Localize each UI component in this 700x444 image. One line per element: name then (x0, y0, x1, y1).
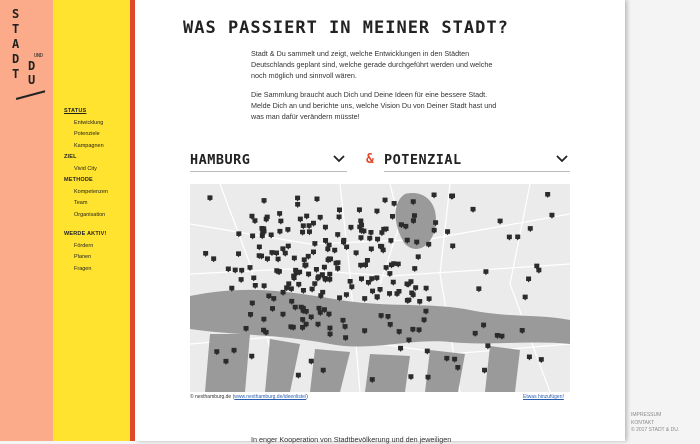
nav-item-entwicklung[interactable]: Entwicklung (74, 119, 104, 126)
map-canvas (190, 184, 570, 392)
nav-item-vivid-city[interactable]: Vivid City (74, 165, 97, 172)
city-select[interactable] (190, 152, 347, 172)
nav-status[interactable]: STATUS (64, 108, 87, 114)
ideenliste-link[interactable]: www.nexthamburg.de/ideenliste/ (234, 394, 307, 400)
nav-ziel[interactable]: ZIEL (64, 154, 77, 160)
nav-item-fragen[interactable]: Fragen (74, 265, 92, 272)
chevron-down-icon (556, 153, 568, 165)
add-something-link[interactable]: Etwas hinzufügen! (523, 394, 564, 400)
nav-item-kampagnen[interactable]: Kampagnen (74, 142, 104, 149)
intro-paragraph: Stadt & Du sammelt und zeigt, welche Entwicklungen in den Städten Deutschlands geplant sind, welche gerade durchgeführt werden und welche noch möglich und sinnvoll wären. (251, 49, 493, 80)
bottom-text: In enger Kooperation von Stadtbevölkerung und den jeweiligen (251, 435, 452, 444)
ampersand: & (366, 152, 374, 167)
hamburg-map[interactable] (190, 184, 570, 392)
nav-methode[interactable]: METHODE (64, 177, 93, 183)
intro-paragraph: Die Sammlung braucht auch Dich und Deine Ideen für eine bessere Stadt. Melde Dich an und berichte uns, welche Vision Du von Deiner Stadt hast und was man dafür verändern müsste! (251, 90, 497, 121)
nav-item-planen[interactable]: Planen (74, 254, 92, 260)
map-credit (190, 394, 308, 400)
logo-und: UND (34, 53, 44, 59)
kontakt-link[interactable]: KONTAKT (631, 419, 655, 426)
category-select[interactable] (384, 152, 570, 172)
category-select-value: POTENZIAL (384, 152, 462, 168)
nav-item-kompetenzen[interactable]: Kompetenzen (74, 188, 108, 195)
stadt-und-du-logo[interactable] (10, 8, 44, 98)
impressum-link[interactable]: IMPRESSUM (631, 412, 662, 418)
intro-text (251, 48, 507, 130)
logo-letter: T (12, 22, 20, 36)
copyright: © 2017 STADT & DU. (631, 427, 680, 433)
logo-letter: S (12, 7, 20, 21)
logo-letter: U (28, 73, 36, 87)
footer-links (631, 412, 679, 435)
nav-werde-aktiv[interactable]: WERDE AKTIV! (64, 231, 107, 237)
city-select-value: HAMBURG (190, 152, 251, 168)
nav-item-potenziele[interactable]: Potenziele (74, 131, 100, 137)
map-credit-suffix: ) (306, 394, 308, 400)
nav-item-organisation[interactable]: Organisation (74, 211, 106, 218)
chevron-down-icon (333, 153, 345, 165)
sidebar-nav (64, 106, 128, 275)
map-credit-prefix: © nexthamburg.de ( (190, 394, 235, 400)
logo-letter: T (12, 67, 20, 81)
logo-letter: A (12, 37, 20, 51)
logo-letter: D (28, 59, 36, 73)
nav-item-foerdern[interactable]: Fördern (74, 242, 94, 249)
nav-item-team[interactable]: Team (74, 200, 88, 206)
main-content (135, 0, 625, 444)
page-title: WAS PASSIERT IN MEINER STADT? (183, 18, 509, 38)
logo-letter: D (12, 52, 20, 66)
